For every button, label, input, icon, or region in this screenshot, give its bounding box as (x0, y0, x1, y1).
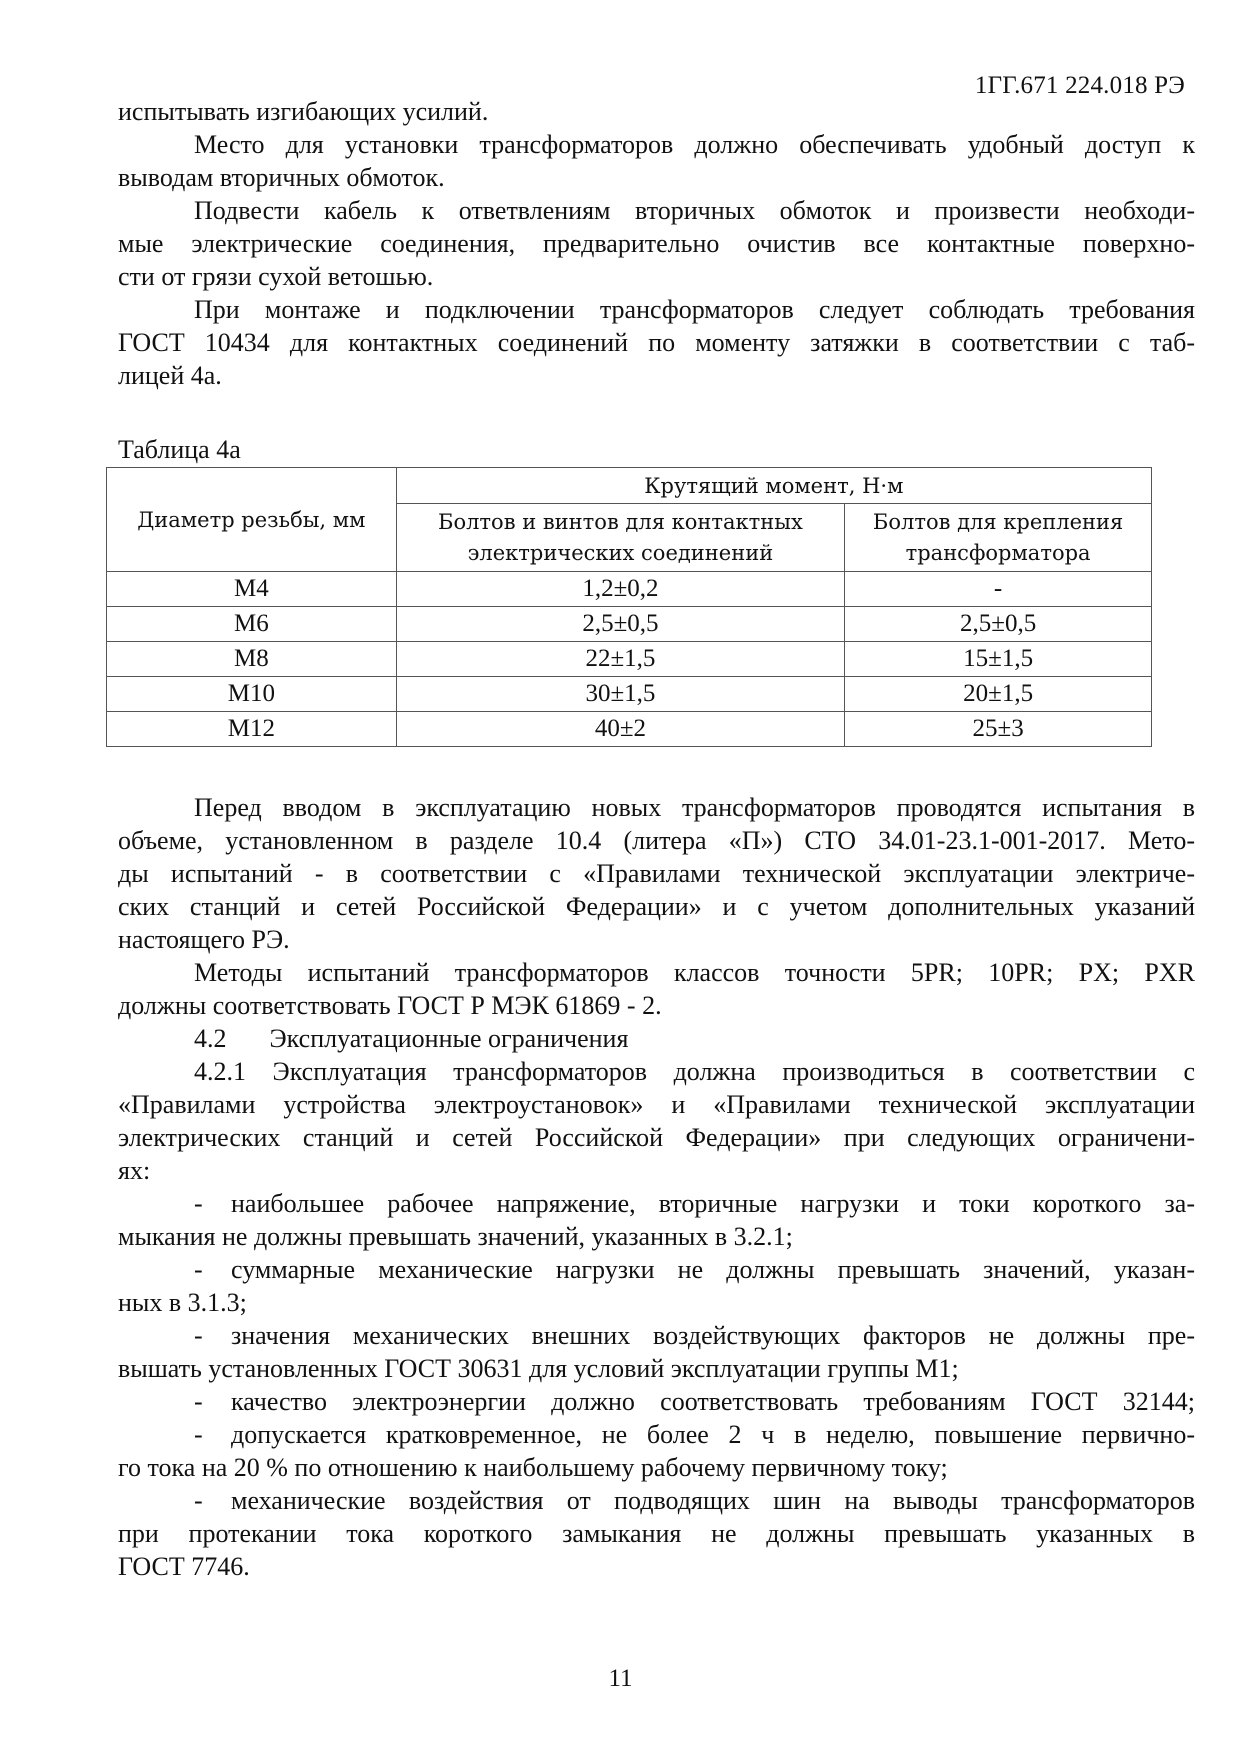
header-diameter: Диаметр резьбы, мм (107, 468, 397, 572)
table-caption: Таблица 4а (118, 435, 241, 464)
cell-mount: 15±1,5 (845, 642, 1152, 677)
cell-contact: 40±2 (396, 712, 845, 747)
text-line: Методы испытаний трансформаторов классов точности 5PR; 10PR; PX; PXR (194, 958, 1195, 987)
cell-diameter: М12 (107, 712, 397, 747)
table-row (107, 607, 1152, 642)
text-line: ды испытаний - в соответствии с «Правилами технической эксплуатации электриче- (118, 859, 1195, 888)
table-row (107, 677, 1152, 712)
cell-mount: 25±3 (845, 712, 1152, 747)
cell-contact: 1,2±0,2 (396, 572, 845, 607)
text-line: ских станций и сетей Российской Федерации» и с учетом дополнительных указаний (118, 892, 1195, 921)
list-dash: - (194, 1255, 203, 1284)
text-line: электрических станций и сетей Российской Федерации» при следующих ограничени- (118, 1123, 1195, 1152)
text-line: Место для установки трансформаторов должно обеспечивать удобный доступ к (194, 130, 1195, 159)
cell-diameter: М10 (107, 677, 397, 712)
section-heading (194, 1021, 1241, 1057)
text-line: 4.2.1 Эксплуатация трансформаторов должна производиться в соответствии с (194, 1057, 1195, 1086)
cell-mount: - (845, 572, 1152, 607)
section-number: 4.2 (194, 1024, 227, 1053)
list-dash: - (194, 1321, 203, 1350)
cell-diameter: М4 (107, 572, 397, 607)
list-dash: - (194, 1387, 203, 1416)
cell-diameter: М6 (107, 607, 397, 642)
list-dash: - (194, 1486, 203, 1515)
table-row (107, 572, 1152, 607)
header-contact-bolts: Болтов и винтов для контактных электрических соединений (396, 504, 845, 572)
cell-contact: 2,5±0,5 (396, 607, 845, 642)
text-line: Перед вводом в эксплуатацию новых трансформаторов проводятся испытания в (194, 793, 1195, 822)
text-line: сти от грязи сухой ветошью. (118, 262, 434, 291)
document-code: 1ГГ.671 224.018 РЭ (974, 72, 1185, 99)
text-line: лицей 4а. (118, 361, 222, 390)
table-row (107, 642, 1152, 677)
cell-mount: 2,5±0,5 (845, 607, 1152, 642)
text-line: Подвести кабель к ответвлениям вторичных обмоток и произвести необходи- (194, 196, 1195, 225)
header-torque-group: Крутящий момент, Н·м (396, 468, 1151, 504)
torque-table (106, 467, 1152, 747)
text-line: объеме, установленном в разделе 10.4 (литера «П») СТО 34.01-23.1-001-2017. Мето- (118, 826, 1195, 855)
text-line: «Правилами устройства электроустановок» и «Правилами технической эксплуатации (118, 1090, 1195, 1119)
table-row (107, 712, 1152, 747)
text-line: настоящего РЭ. (118, 925, 290, 954)
text-line: ГОСТ 10434 для контактных соединений по моменту затяжки в соответствии с таб- (118, 328, 1195, 357)
text-line: выводам вторичных обмоток. (118, 163, 445, 192)
cell-contact: 30±1,5 (396, 677, 845, 712)
cell-mount: 20±1,5 (845, 677, 1152, 712)
section-title: Эксплуатационные ограничения (269, 1024, 629, 1053)
cell-contact: 22±1,5 (396, 642, 845, 677)
text-line: При монтаже и подключении трансформаторов следует соблюдать требования (194, 295, 1195, 324)
text-line: ях: (118, 1156, 151, 1185)
document-page: 1ГГ.671 224.018 РЭ испытывать изгибающих усилий. Место для установки трансформаторов должно обеспечивать удобный доступ к выводам вторичных обмоток. Подвести кабель к ответвлениям вторичных обмоток и произвести необходи- мые электрические соединения, предварительно очистив все контактные поверхно- сти от грязи сухой ветошью. При монтаже и подключении трансформаторов следует соблюдать требования ГОСТ 10434 для контактных соединений по моменту затяжки в соответствии с таб- лицей 4а. Таблица 4а Диаметр резьбы, мм Крутящий момент, Н·м Болтов и винтов для контактных электрических соединений Болтов для крепления трансформатора М4 1,2±0,2 - М6 2,5±0,5 2,5±0,5 М8 22±1,5 15±1,5 М10 30±1,5 20±1,5 М12 40±2 25±3 Перед вводом в эксплуатацию новых трансформаторов проводятся испытания в объеме, установленном в разделе 10.4 (литера «П») СТО 34.01-23.1-001-2017. Мето- ды испытаний - в соответствии с «Правилами технической эксплуатации электриче- ских станций и сетей Российской Федерации» и с учетом дополнительных указаний настоящего РЭ. Методы испытаний трансформаторов классов точности 5PR; 10PR; PX; PXR должны соответствовать ГОСТ Р МЭК 61869 - 2. 4.2 Эксплуатационные ограничения 4.2.1 Эксплуатация трансформаторов должна производиться в соответствии с «Правилами устройства электроустановок» и «Правилами технической эксплуатации электрических станций и сетей Российской Федерации» при следующих ограничени- ях: - наибольшее рабочее напряжение, вторичные нагрузки и токи короткого за- мыкания не должны превышать значений, указанных в 3.2.1; - суммарные механические нагрузки не должны превышать значений, указан- ных в 3.1.3; - значения механических внешних воздействующих факторов не должны пре- вышать установленных ГОСТ 30631 для условий эксплуатации группы М1; - качество электроэнергии должно соответствовать требованиям ГОСТ 32144; - допускается кратковременное, не более 2 ч в неделю, повышение первично- го тока на 20 % по отношению к наибольшему рабочему первичному току; - механические воздействия от подводящих шин на выводы трансформаторов при протекании тока короткого замыкания не должны превышать указанных в ГОСТ 7746. 11 (0, 0, 1241, 1755)
text-line: мые электрические соединения, предварительно очистив все контактные поверхно- (118, 229, 1195, 258)
list-dash: - (194, 1420, 203, 1449)
cell-diameter: М8 (107, 642, 397, 677)
text-line: должны соответствовать ГОСТ Р МЭК 61869 - 2. (118, 991, 662, 1020)
header-mount-bolts: Болтов для крепления трансформатора (845, 504, 1152, 572)
page-number: 11 (608, 1665, 633, 1692)
list-dash: - (194, 1189, 203, 1218)
text-line: испытывать изгибающих усилий. (118, 97, 489, 126)
